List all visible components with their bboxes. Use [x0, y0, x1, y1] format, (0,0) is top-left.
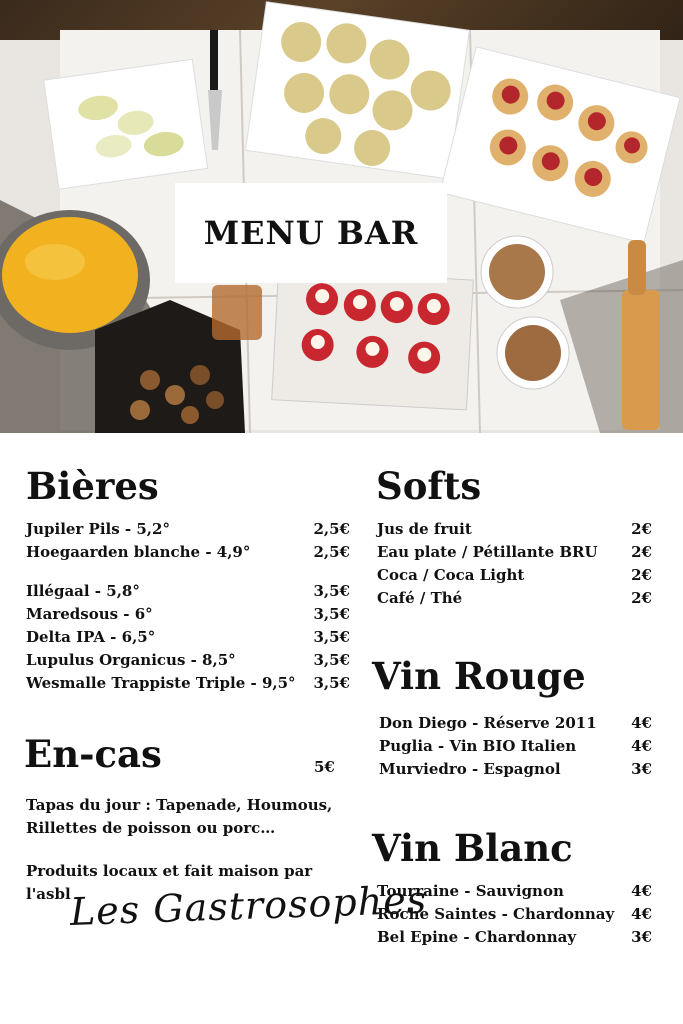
item-price: 4€: [631, 737, 652, 755]
item-price: 3€: [631, 760, 652, 778]
list-item: [377, 926, 652, 949]
list-spacer: [26, 564, 350, 580]
item-name: Jus de fruit: [377, 520, 472, 538]
item-name: Illégaal - 5,8°: [26, 582, 140, 600]
list-item: [379, 758, 652, 781]
local-products-line1: Produits locaux et fait maison par: [26, 862, 313, 880]
softs-list: [377, 518, 652, 610]
gastrosophes-signature: Les Gastrosophes: [69, 877, 428, 934]
vin-rouge-heading: Vin Rouge: [372, 654, 586, 698]
item-price: 2€: [631, 543, 652, 561]
item-price: 2€: [631, 566, 652, 584]
encas-description-line1: Tapas du jour : Tapenade, Houmous,: [26, 796, 333, 814]
item-name: Delta IPA - 6,5°: [26, 628, 156, 646]
list-item: [377, 903, 652, 926]
item-price: 3,5€: [313, 582, 350, 600]
item-price: 4€: [631, 905, 652, 923]
item-name: Roche Saintes - Chardonnay: [377, 905, 615, 923]
vin-blanc-heading: Vin Blanc: [372, 826, 573, 870]
item-price: 3,5€: [313, 605, 350, 623]
item-price: 3,5€: [313, 674, 350, 692]
item-price: 3,5€: [313, 628, 350, 646]
item-name: Murviedro - Espagnol: [379, 760, 561, 778]
item-price: 3€: [631, 928, 652, 946]
item-name: Hoegaarden blanche - 4,9°: [26, 543, 251, 561]
list-item: [26, 580, 350, 603]
list-item: [379, 712, 652, 735]
list-item: [377, 587, 652, 610]
encas-description: [26, 794, 332, 840]
list-item: [377, 541, 652, 564]
header-food-photo: [0, 0, 683, 433]
encas-heading: En-cas: [24, 732, 162, 776]
menu-title-box: [175, 183, 447, 283]
item-price: 2,5€: [313, 520, 350, 538]
list-item: [377, 564, 652, 587]
bieres-list: [26, 518, 350, 695]
softs-heading: Softs: [376, 464, 482, 508]
item-name: Maredsous - 6°: [26, 605, 153, 623]
list-item: [26, 541, 350, 564]
list-item: [26, 672, 350, 695]
encas-description-line2: Rillettes de poisson ou porc…: [26, 819, 276, 837]
item-price: 2€: [631, 520, 652, 538]
item-price: 2,5€: [313, 543, 350, 561]
vin-blanc-list: [377, 880, 652, 949]
item-name: Café / Thé: [377, 589, 463, 607]
vin-rouge-list: [379, 712, 652, 781]
item-name: Wesmalle Trappiste Triple - 9,5°: [26, 674, 296, 692]
item-name: Don Diego - Réserve 2011: [379, 714, 597, 732]
item-price: 2€: [631, 589, 652, 607]
list-item: [379, 735, 652, 758]
local-products-line2: l'asbl: [26, 885, 71, 903]
item-name: Tourraine - Sauvignon: [377, 882, 564, 900]
menu-title: MENU BAR: [203, 214, 419, 252]
list-item: [377, 518, 652, 541]
item-name: Lupulus Organicus - 8,5°: [26, 651, 236, 669]
bieres-heading: Bières: [26, 464, 159, 508]
item-price: 3,5€: [313, 651, 350, 669]
item-price: 4€: [631, 714, 652, 732]
encas-price: 5€: [314, 758, 335, 776]
list-item: [26, 603, 350, 626]
item-price: 4€: [631, 882, 652, 900]
list-item: [26, 626, 350, 649]
list-item: [26, 518, 350, 541]
item-name: Coca / Coca Light: [377, 566, 525, 584]
item-name: Bel Epine - Chardonnay: [377, 928, 577, 946]
list-item: [26, 649, 350, 672]
list-item: [377, 880, 652, 903]
item-name: Jupiler Pils - 5,2°: [26, 520, 170, 538]
item-name: Puglia - Vin BIO Italien: [379, 737, 577, 755]
item-name: Eau plate / Pétillante BRU: [377, 543, 598, 561]
